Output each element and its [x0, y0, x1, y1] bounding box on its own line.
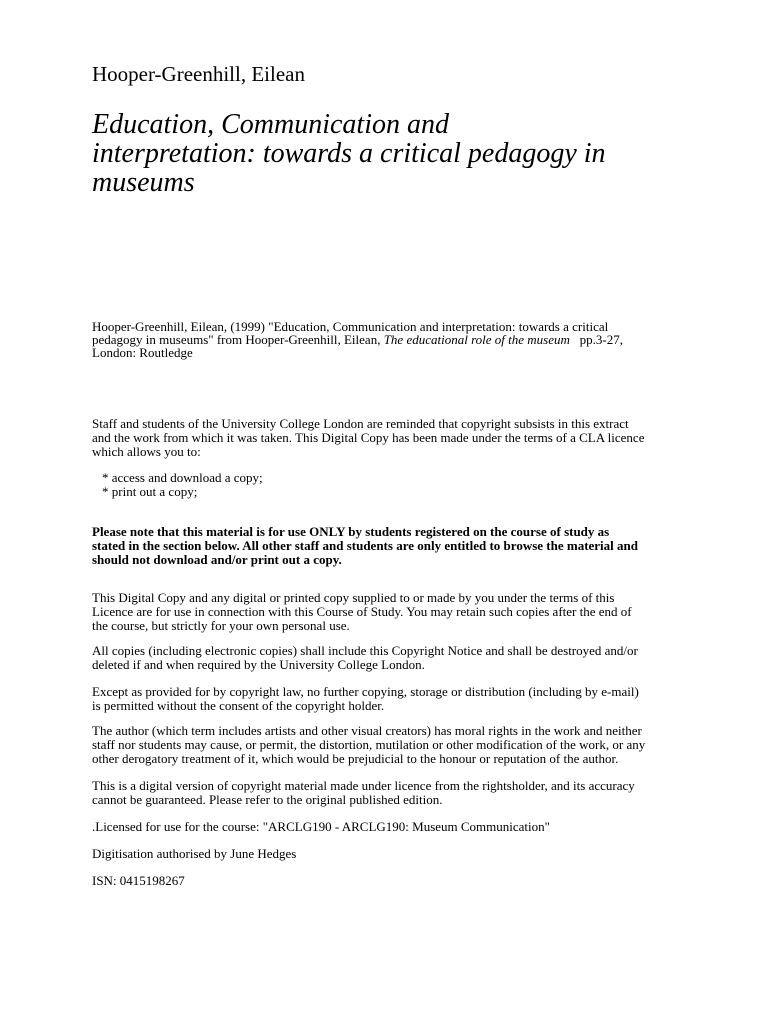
title-line: museums — [92, 167, 195, 198]
document-title — [92, 110, 732, 197]
paragraph-line: other derogatory treatment of it, which would be prejudicial to the honour or reputation of the author. — [92, 751, 619, 766]
paragraph-line: stated in the section below. All other staff and students are only entitled to browse the material and — [92, 538, 638, 553]
paragraph-line: is permitted without the consent of the copyright holder. — [92, 698, 385, 713]
citation-pages: pp.3-27, — [569, 332, 623, 347]
paragraph-line: which allows you to: — [92, 444, 201, 459]
paragraph-line: should not download and/or print out a copy. — [92, 552, 342, 567]
paragraph-line: and the work from which it was taken. This Digital Copy has been made under the terms of a CLA licence — [92, 430, 645, 445]
paragraph-line: deleted if and when required by the University College London. — [92, 657, 425, 672]
paragraph-line: The author (which term includes artists and other visual creators) has moral rights in the work and neither — [92, 723, 642, 738]
paragraph-line: staff nor students may cause, or permit, the distortion, mutilation or other modification of the work, or any — [92, 737, 646, 752]
paragraph-line: This Digital Copy and any digital or printed copy supplied to or made by you under the terms of this — [92, 590, 615, 605]
citation-line: Hooper-Greenhill, Eilean, (1999) "Education, Communication and interpretation: towards a critical — [92, 319, 609, 334]
copies-notice-paragraph — [92, 644, 732, 672]
licence-permissions-list — [102, 471, 742, 499]
book-title: The educational role of the museum — [383, 332, 570, 347]
copying-restriction-paragraph — [92, 685, 732, 713]
usage-notice — [92, 525, 732, 567]
title-line: interpretation: towards a critical pedagogy in — [92, 138, 606, 169]
digitisation-authorisation: Digitisation authorised by June Hedges — [92, 846, 297, 861]
citation-text: pedagogy in museums" from Hooper-Greenhill, Eilean, — [92, 332, 384, 347]
list-item: * print out a copy; — [102, 484, 198, 499]
citation — [92, 320, 732, 359]
citation-line: London: Routledge — [92, 345, 193, 360]
paragraph-line: the course, but strictly for your own personal use. — [92, 618, 350, 633]
paragraph-line: Licence are for use in connection with this Course of Study. You may retain such copies after the end of — [92, 604, 632, 619]
course-licence: .Licensed for use for the course: "ARCLG190 - ARCLG190: Museum Communication" — [92, 819, 550, 834]
copy-use-paragraph — [92, 591, 732, 633]
paragraph-line: Staff and students of the University College London are reminded that copyright subsists in this extract — [92, 416, 629, 431]
list-item: * access and download a copy; — [102, 470, 263, 485]
paragraph-line: All copies (including electronic copies) shall include this Copyright Notice and shall be destroyed and/or — [92, 643, 638, 658]
title-line: Education, Communication and — [92, 109, 449, 140]
digital-version-paragraph — [92, 779, 732, 807]
isn-number: ISN: 0415198267 — [92, 873, 185, 888]
moral-rights-paragraph — [92, 724, 732, 766]
author-name: Hooper-Greenhill, Eilean — [92, 62, 305, 86]
paragraph-line: Except as provided for by copyright law, no further copying, storage or distribution (including by e-mail) — [92, 684, 639, 699]
paragraph-line: Please note that this material is for use ONLY by students registered on the course of study as — [92, 524, 610, 539]
copyright-intro — [92, 417, 732, 459]
paragraph-line: cannot be guaranteed. Please refer to the original published edition. — [92, 792, 443, 807]
paragraph-line: This is a digital version of copyright material made under licence from the rightsholder, and its accuracy — [92, 778, 635, 793]
